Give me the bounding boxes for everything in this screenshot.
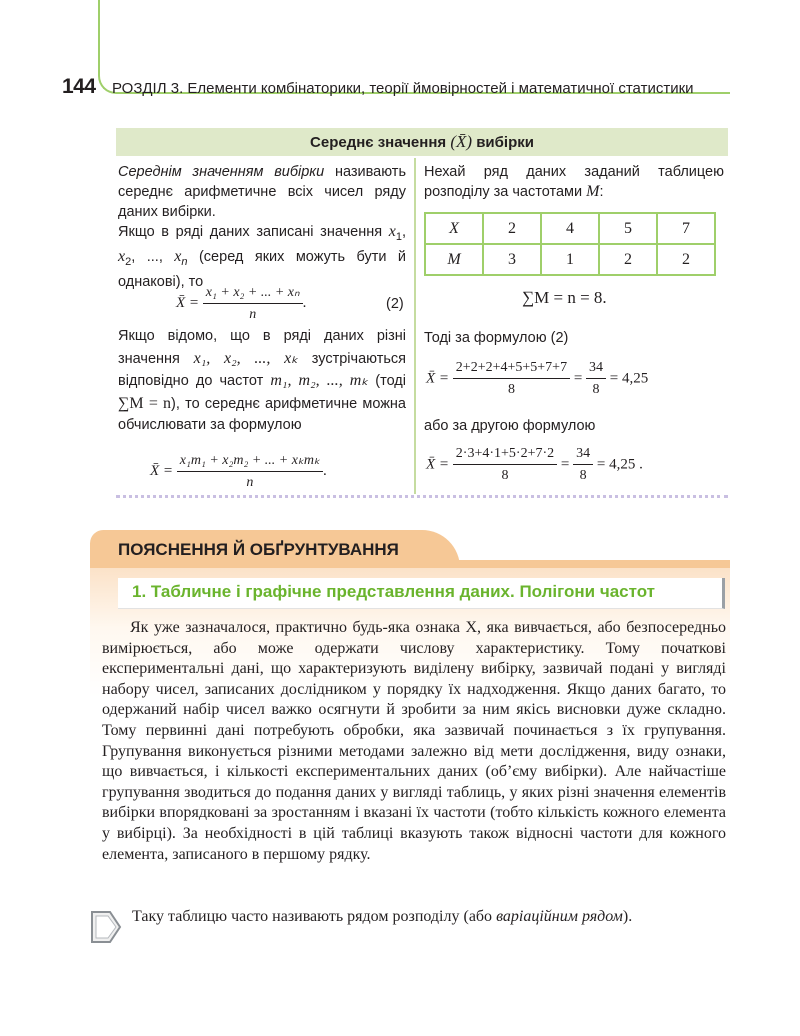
section-banner-title: ПОЯСНЕННЯ Й ОБҐРУНТУВАННЯ	[118, 540, 399, 559]
by-formula-text: Тоді за формулою (2)	[424, 330, 569, 346]
table-row	[425, 213, 715, 244]
definition-term: Середнім значенням вибірки	[118, 164, 325, 180]
box-title: Середнє значення (X̄) вибірки	[310, 132, 534, 151]
table-cell: 7	[657, 213, 715, 244]
table-cell: X	[425, 213, 483, 244]
calc-formula-1: X̄ = $\frac{2+2+2+4+5+5+7+7}{8}$ = $\frac{34}{8}$ = 4,25	[426, 360, 649, 397]
table-cell: 2	[599, 244, 657, 275]
frequency-table	[424, 212, 716, 276]
calc-formula-2: X̄ = $\frac{2\cdot 3+4\cdot 1+5\cdot 2+7\cdot 2}{8}$ = $\frac{34}{8}$ = 4,25 .	[426, 446, 643, 483]
frequency-sentence: Якщо відомо, що в ряді даних різні значення x₁, x₂, ..., xₖ зустрічаються відповідно до частот m₁, m₂, ..., mₖ (тоді ∑M = n), то середнє арифметичне можна обчислювати за формулою	[118, 328, 406, 433]
section-banner-strip	[90, 560, 730, 568]
note-term: варіаційним рядом	[496, 908, 623, 925]
second-formula-text: або за другою формулою	[424, 418, 596, 434]
note-text: Таку таблицю часто називають рядом розподілу (або варіаційним рядом).	[132, 908, 633, 925]
table-cell: 2	[483, 213, 541, 244]
note-arrow-icon	[90, 910, 122, 944]
xbar-symbol: (X̄)	[450, 132, 473, 151]
table-cell: 4	[541, 213, 599, 244]
formula-weighted-mean: X̄ = $\frac{\text{x₁m₁ + x₂m₂ + ... + xₖmₖ}}{n}$ .	[150, 453, 327, 490]
body-paragraph: Як уже зазначалося, практично будь-яка ознака X, яка вивчається, або безпосередньо вимірюється, або може одержати числову характеристику. Тому початкові експериментальні дані, що характеризують виділену вибірку, зазвичай подані у вигляді набору чисел, записаних дослідником у порядку їх надходження. Якщо даних багато, то одержаний набір чисел важко осягнути й зробити за ним якісь висновки дуже складно. Тому первинні дані потребують обробки, яка зазвичай починається з їх групування. Групування виконується різними методами залежно від мети дослідження, виду ознаки, що вивчається, і кількості експериментальних даних (об’єму вибірки). Але найчастіше групування зводиться до подання даних у вигляді таблиць, у яких різні значення елементів вибірки впорядковані за зростанням і вказані їх частоти (тобто кількість кожного елемента у вибірці). За необхідності в цій таблиці вказують також відносні частоти для кожного елемента, записаного в першому рядку.	[102, 619, 726, 863]
example-intro: Нехай ряд даних заданий таблицею розподілу за частотами M:	[424, 164, 724, 200]
table-cell: 2	[657, 244, 715, 275]
values-sentence: Якщо в ряді даних записані значення $x_1$, $x_2$, ..., $x_n$ (серед яких можуть бути й однакові), то	[118, 223, 406, 290]
table-cell: 1	[541, 244, 599, 275]
page-number: 144	[62, 75, 96, 98]
sum-line: ∑M = n = 8.	[522, 288, 607, 307]
box-bottom-border	[116, 495, 728, 498]
definition-text: Середнім значенням вибірки називають середнє арифметичне всіх чисел ряду даних вибірки.	[118, 164, 407, 220]
column-divider	[414, 158, 416, 494]
formula-mean: X̄ = $\frac{\text{x₁ + x₂ + ... + xₙ}}{n}$ .	[176, 285, 307, 322]
table-cell: 5	[599, 213, 657, 244]
table-cell: M	[425, 244, 483, 275]
table-cell: 3	[483, 244, 541, 275]
subheading: 1. Табличне і графічне представлення даних. Полігони частот	[132, 582, 655, 601]
formula-tag: (2)	[386, 296, 404, 312]
table-row	[425, 244, 715, 275]
running-head: РОЗДІЛ 3. Елементи комбінаторики, теорії ймовірностей і математичної статистики	[112, 80, 694, 97]
